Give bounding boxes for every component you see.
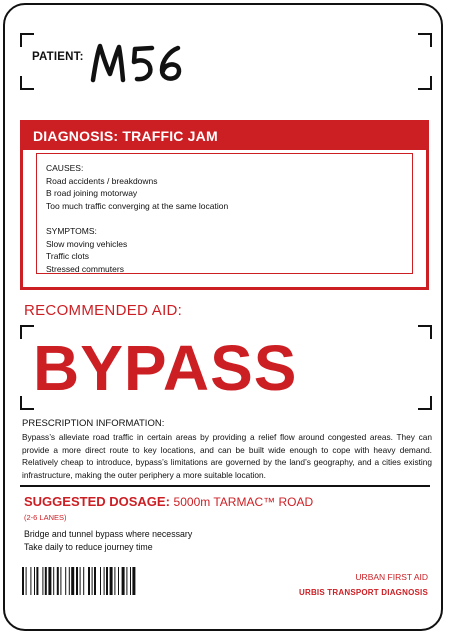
corner-bracket bbox=[20, 33, 34, 47]
divider bbox=[20, 485, 430, 487]
diagnosis-panel bbox=[20, 120, 429, 290]
patient-label: PATIENT: bbox=[32, 51, 84, 63]
brand-name: URBAN FIRST AID bbox=[355, 572, 428, 582]
corner-bracket bbox=[20, 325, 34, 339]
dosage-instruction: Bridge and tunnel bypass where necessary bbox=[24, 529, 193, 539]
symptom-item: Stressed commuters bbox=[46, 263, 124, 274]
diagnosis-details bbox=[36, 153, 413, 274]
dosage-instruction: Take daily to reduce journey time bbox=[24, 541, 153, 552]
cause-item: B road joining motorway bbox=[46, 188, 138, 199]
prescription-body: Bypass’s alleviate road traffic in certain areas by providing a relief flow around congested areas. They can provide a more direct route to key locations, and can be built wide enough to cope with heavy demand. Relatively cheap to introduce, bypass’s limitations are governed by the land’s geography, and a cities existing infrastructure, making the outer periphery a more suitable location. bbox=[22, 432, 432, 480]
corner-bracket bbox=[418, 33, 432, 47]
symptoms-heading: SYMPTOMS: bbox=[46, 225, 97, 236]
barcode bbox=[22, 567, 237, 595]
dosage-line bbox=[24, 494, 313, 509]
corner-bracket bbox=[20, 396, 34, 410]
dosage-label: SUGGESTED DOSAGE: bbox=[24, 494, 170, 509]
prescription-title: PRESCRIPTION INFORMATION: bbox=[22, 418, 165, 429]
cause-item: Road accidents / breakdowns bbox=[46, 175, 158, 186]
causes-heading: CAUSES: bbox=[46, 163, 84, 173]
dosage-instructions bbox=[24, 528, 192, 553]
symptom-item: Traffic clots bbox=[46, 251, 89, 262]
dosage-note: (2-6 LANES) bbox=[24, 513, 67, 522]
dosage-amount: 5000m TARMAC™ ROAD bbox=[173, 495, 314, 509]
corner-bracket bbox=[418, 396, 432, 410]
brand-subtitle: URBIS TRANSPORT DIAGNOSIS bbox=[298, 588, 428, 597]
corner-bracket bbox=[20, 76, 34, 90]
corner-bracket bbox=[418, 76, 432, 90]
diagnosis-title: DIAGNOSIS: TRAFFIC JAM bbox=[23, 123, 426, 150]
recommended-aid-label: RECOMMENDED AID: bbox=[24, 302, 183, 319]
patient-name-handwriting bbox=[90, 42, 200, 84]
symptom-item: Slow moving vehicles bbox=[46, 238, 128, 249]
recommended-aid: BYPASS bbox=[33, 332, 298, 404]
corner-bracket bbox=[418, 325, 432, 339]
cause-item: Too much traffic converging at the same location bbox=[46, 201, 229, 212]
